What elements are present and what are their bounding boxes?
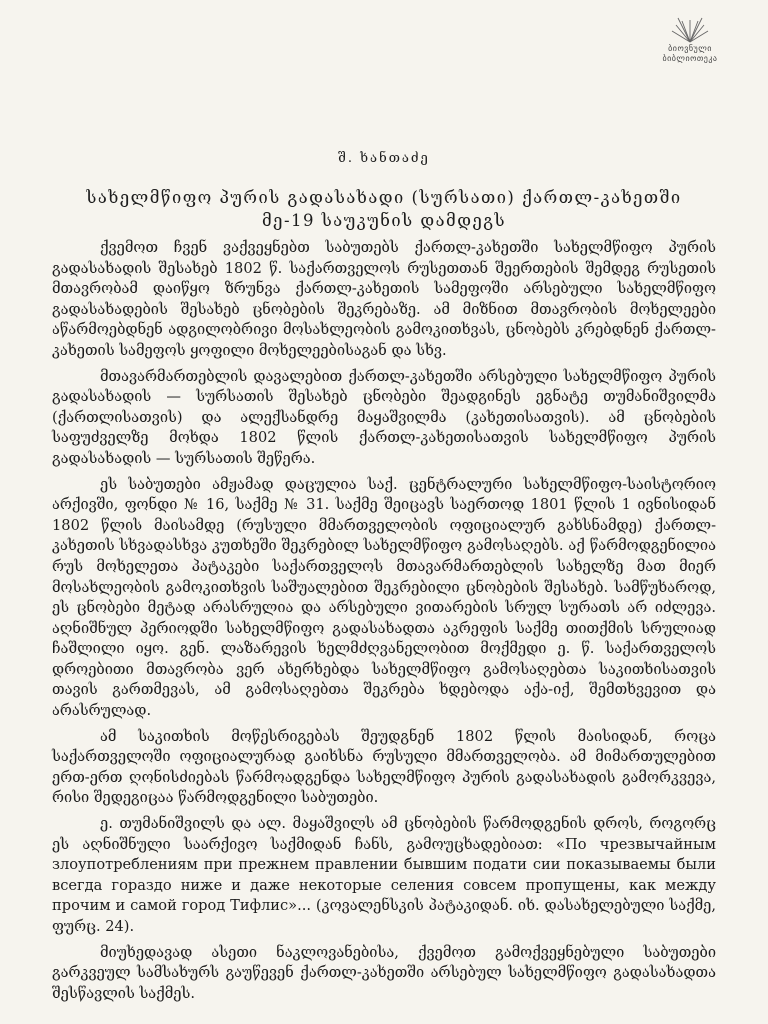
page-title: [60, 186, 708, 232]
paragraph-5: ე. თუმანიშვილს და ალ. მაყაშვილს ამ ცნობების წარმოდგენის დროს, როგორც ეს აღნიშნული საარქივო საქმიდან ჩანს, გამოუცხადებიათ: «По чрезвычайным злоупотреблениям при прежнем правлении бывшим подати сии показываемы были всегда гораздо ниже и даже некоторые селения совсем пропущены, как между прочим и самой город Тифлис»... (კოვალენსკის პატაკიდან. იხ. დასახელებული საქმე, ფურც. 24).: [52, 815, 716, 935]
library-logo: [650, 14, 730, 64]
paragraph-6: მიუხედავად ასეთი ნაკლოვანებისა, ქვემოთ გამოქვეყნებული საბუთები გარკვეულ სამსახურს გაუწევენ ქართლ-კახეთში არსებულ სახელმწიფო გადასახადთა შესწავლის საქმეს.: [52, 943, 716, 1002]
paragraph-1: ქვემოთ ჩვენ ვაქვეყნებთ საბუთებს ქართლ-კახეთში სახელმწიფო პურის გადასახადის შესახებ 1802 წ. საქართველოს რუსეთთან შეერთების შემდეგ რუსეთის მთავრობამ დაიწყო ზრუნვა ქართლ-კახეთის სამეფოში არსებული სახელმწიფო გადასახადების შესახებ ცნობების შეკრებაზე. ამ მიზნით მთავრობის მოხელეები აწარმოებდნენ ადგილობრივი მოსახლეობის გამოკითხვას, ცნობებს კრებდნენ ქართლ-კახეთის სამეფოს ყოფილი მოხელეებისაგან და სხვ.: [52, 239, 716, 359]
title-line-1: სახელმწიფო პურის გადასახადი (სურსათი) ქართლ-კახეთში: [86, 188, 682, 207]
logo-line-2: ბიბლიოთეკა: [662, 54, 718, 63]
title-line-2: მე-19 საუკუნის დამდეგს: [262, 211, 506, 230]
library-fan-icon: [670, 14, 710, 44]
paragraph-3: ეს საბუთები ამჟამად დაცულია საქ. ცენტრალური სახელმწიფო-საისტორიო არქივში, ფონდი № 16, საქმე № 31. საქმე შეიცავს საერთოდ 1801 წლის 1 ივნისიდან 1802 წლის მაისამდე (რუსული მმართველობის ოფიციალურ გახსნამდე) ქართლ-კახეთის სხვადასხვა კუთხეში შეკრებილ სახელმწიფო გამოსაღებს. აქ წარმოდგენილია რუს მოხელეთა პატაკები საქართველოს მთავარმართებლის სახელზე მათ მიერ მოსახლეობის გამოკითხვის საშუალებით შეკრებილი ცნობების შესახებ. სამწუხაროდ, ეს ცნობები მეტად არასრულია და არსებული ვითარების სრულ სურათს არ იძლევა. აღნიშნულ პერიოდში სახელმწიფო გადასახადთა აკრეფის საქმე თითქმის სრულიად ჩაშლილი იყო. გენ. ლაზარევის ხელმძღვანელობით მოქმედი ე. წ. საქართველოს დროებითი მთავრობა ვერ ახერხებდა სახელმწიფო გამოსაღებთა საკითხისათვის თავის გართმევას, ამ გამოსაღებთა შეკრება ხდებოდა აქა-იქ, შემთხვევით და არასრულად.: [52, 475, 716, 720]
paragraph-2: მთავარმართებლის დავალებით ქართლ-კახეთში არსებული სახელმწიფო პურის გადასახადის — სურსათის შესახებ ცნობები შეადგინეს ეგნატე თუმანიშვილმა (ქართლისათვის) და ალექსანდრე მაყაშვილმა (კახეთისათვის). ამ ცნობების საფუძველზე მოხდა 1802 წლის ქართლ-კახეთისათვის სახელმწიფო პურის გადასახადის — სურსათის შეწერა.: [52, 367, 716, 467]
paragraph-4: ამ საკითხის მოწესრიგებას შეუდგნენ 1802 წლის მაისიდან, როცა საქართველოში ოფიციალურად გაიხსნა რუსული მმართველობა. ამ მიმართულებით ერთ-ერთ ღონისძიებას წარმოადგენდა სახელმწიფო პურის გადასახადის გამორკვევა, რისი შედეგიცაა წარმოდგენილი საბუთები.: [52, 727, 716, 807]
document-body: [52, 238, 716, 1009]
author-name: შ. ხანთაძე: [338, 151, 430, 166]
logo-line-1: ბიოვნული: [668, 44, 712, 53]
